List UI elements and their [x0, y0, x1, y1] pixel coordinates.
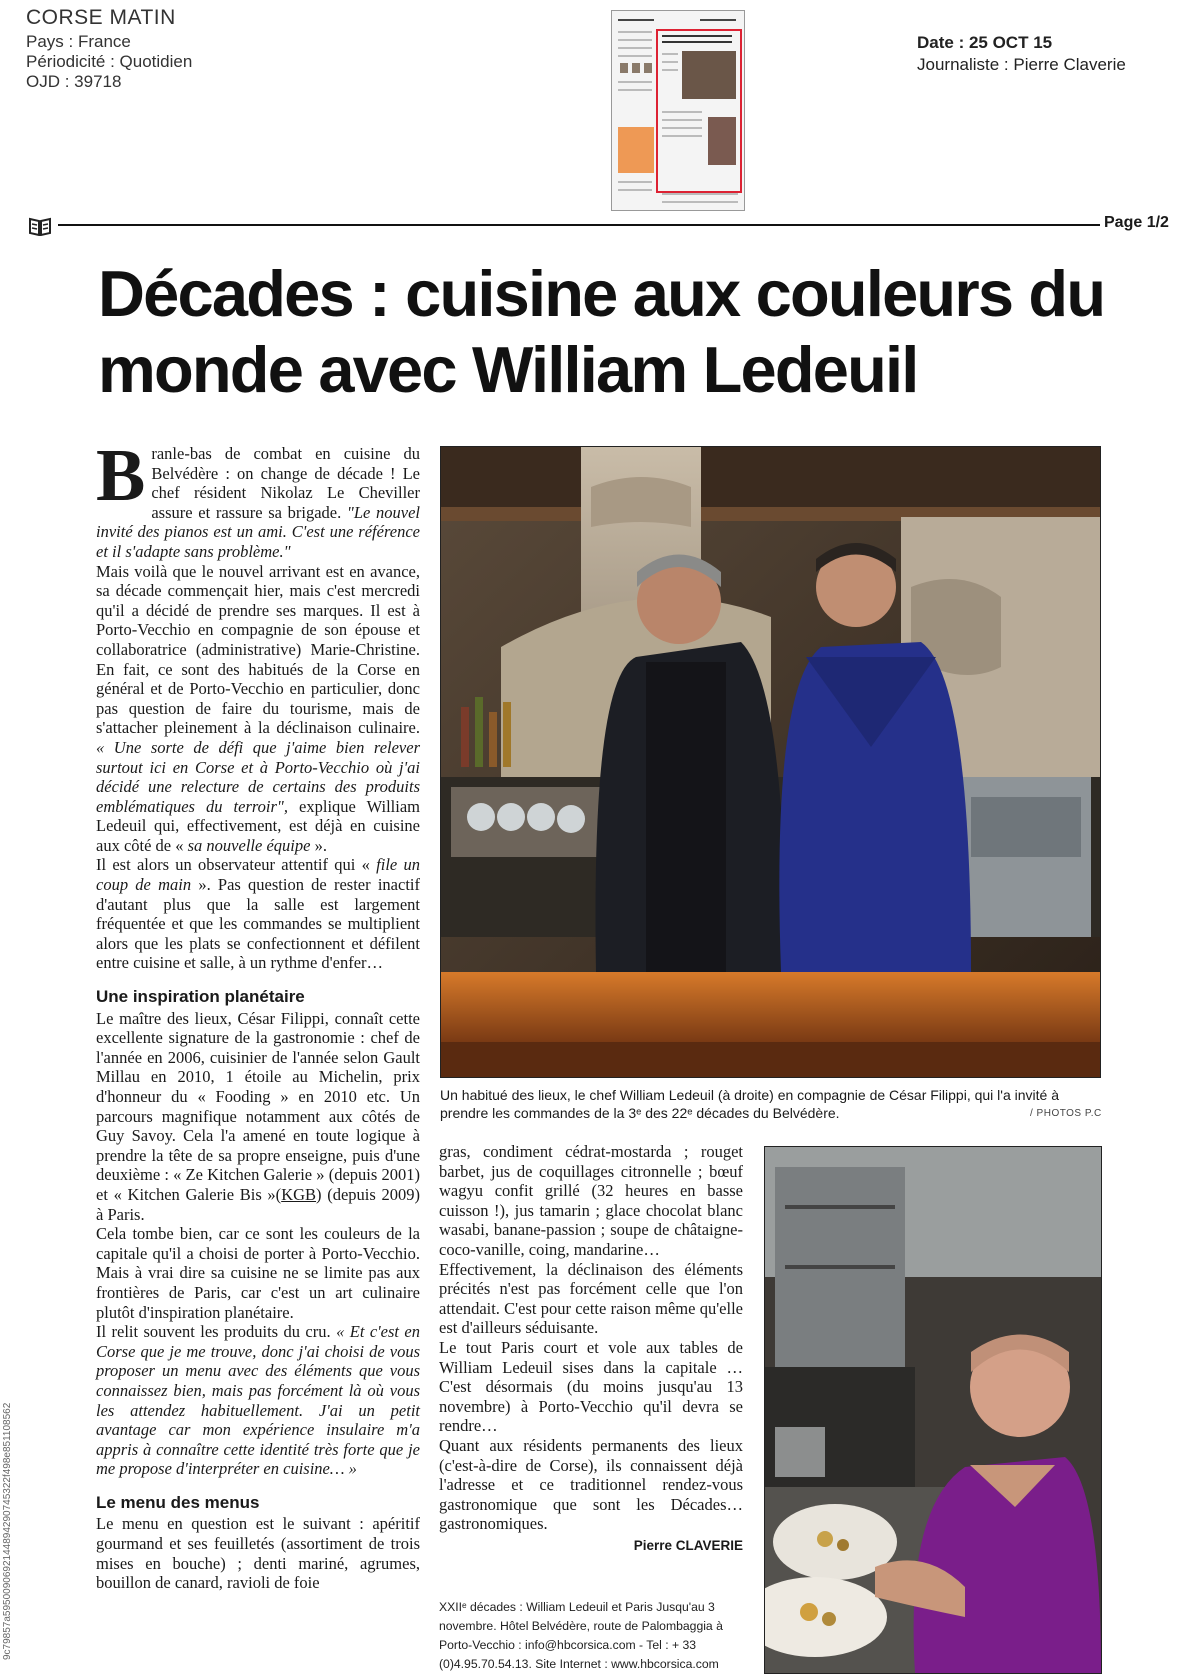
article-title: Décades : cuisine aux couleurs du monde avec William Ledeuil	[98, 257, 1105, 406]
intro-paragraph: Branle-bas de combat en cuisine du Belvédère : on change de décade ! Le chef résident Nikolaz Le Cheviller assure et rassure sa brigade. "Le nouvel invité des pianos est un ami. C'est une référence et il s'adapte sans problème."	[96, 435, 420, 561]
paragraph: Quant aux résidents permanents des lieux (c'est-à-dire de Corse), ils connaissent déjà l'adresse et ce traditionnel rendez-vous gastronomique que sont les Décades… gastronomiques.	[439, 1435, 743, 1534]
photo-credit: / PHOTOS P.C	[1030, 1108, 1102, 1119]
page-number: Page 1/2	[1104, 214, 1169, 231]
author-signature: Pierre CLAVERIE	[633, 1537, 743, 1553]
publication-date: Date : 25 OCT 15	[917, 33, 1053, 52]
header-rule	[58, 224, 1100, 226]
main-photo	[440, 446, 1101, 1078]
document-id-code: 9c79857a5950090692144894290745322f498e851108562	[2, 1402, 13, 1660]
practical-info: XXIIᵉ décades : William Ledeuil et Paris Jusqu'au 3 novembre. Hôtel Belvédère, route de Palombaggia à Porto-Vecchio : info@hbcorsica.com - Tel : + 33 (0)4.95.70.54.13. Site Internet : www.hbcorsica.com	[439, 1600, 723, 1671]
periodicity: Périodicité : Quotidien	[26, 52, 193, 71]
book-icon	[28, 216, 52, 236]
paragraph: Il relit souvent les produits du cru. « Et c'est en Corse que je me trouve, donc j'ai choisi de vous proposer un menu avec des éléments que vous connaissez bien, mais pas forcément là où vous les attendez habituellement. J'ai un petit avantage car mon expérience insulaire m'a appris à connaître cette identité très forte que je me propose d'interpréter en cuisine… »	[96, 1322, 421, 1479]
article-body-column-2	[439, 1142, 743, 1555]
photo-caption: Un habitué des lieux, le chef William Ledeuil (à droite) en compagnie de César Filippi, qui l'a invité à prendre les commandes de la 3ᵉ des 22ᵉ décades du Belvédère.	[440, 1087, 1059, 1121]
chef-photo	[764, 1146, 1102, 1674]
paragraph: Le tout Paris court et vole aux tables de William Ledeuil sises dans la capitale … C'est désormais (du moins jusqu'au 13 novembre) à Porto-Vecchio qu'il devra se rendre…	[439, 1337, 743, 1436]
kgb-link[interactable]: KGB	[281, 1184, 317, 1204]
subheading: Le menu des menus	[96, 1492, 260, 1512]
paragraph: gras, condiment cédrat-mostarda ; rouget barbet, jus de coquillages citronnelle ; bœuf wagyu confit grillé (32 heures en basse cuisson !), jus tamarin ; glace chocolat blanc wasabi, banane-passion ; soupe de châtaigne-coco-vanille, coing, mandarine…	[439, 1142, 743, 1259]
article-meta	[917, 32, 1126, 76]
paragraph: Cela tombe bien, car ce sont les couleurs de la capitale qu'il a choisi de porter à Porto-Vecchio. Mais à vrai dire sa cuisine ne se limite pas aux frontières de Paris, car c'est un art culinaire plutôt d'inspiration planétaire.	[96, 1224, 420, 1322]
drop-cap: B	[96, 435, 146, 517]
source-info	[26, 8, 192, 92]
paragraph: Il est alors un observateur attentif qui « file un coup de main ». Pas question de rester inactif d'autant plus que la salle est largement fréquentée et que les commandes se multiplient alors que les plats se confectionnent et défilent entre cuisine et salle, à un rythme d'enfer…	[96, 855, 420, 973]
country: Pays : France	[26, 32, 131, 51]
paragraph: Le menu en question est le suivant : apéritif gourmand et ses feuilletés (assortiment de trois mises en bouche) ; denti mariné, agrumes, bouillon de canard, ravioli de foie	[96, 1514, 420, 1593]
article-body-column-1	[96, 435, 421, 1593]
paragraph: Effectivement, la déclinaison des éléments précités n'est pas forcément celle que l'on attendait. C'est pour cette raison même qu'elle est d'ailleurs séduisante.	[439, 1259, 743, 1338]
publication-name: CORSE MATIN	[26, 6, 176, 29]
journalist: Journaliste : Pierre Claverie	[917, 55, 1126, 74]
paragraph: Le maître des lieux, César Filippi, connaît cette excellente signature de la gastronomie : chef de l'année en 2006, cuisinier de l'année selon Gault Millau en 2010, 1 étoile au Michelin, prix d'honneur du « Fooding » en 2010 etc. Un parcours magnifique notamment aux côtés de Guy Savoy. Cela l'a amené en toute logique à prendre la tête de sa propre enseigne, puis d'une deuxième : « Ze Kitchen Galerie » (depuis 2001) et « Kitchen Galerie Bis »(KGB) (depuis 2009) à Paris.	[96, 1008, 420, 1224]
paragraph: Mais voilà que le nouvel arrivant est en avance, sa décade commençait hier, mais c'est mercredi qu'il a décidé de prendre ses marques. Il est à Porto-Vecchio en compagnie de son épouse et collaboratrice (administrative) Marie-Christine. En fait, ce sont des habitués de la Corse en général et de Porto-Vecchio en particulier, donc pas question de faire du tourisme, mais de s'attacher pleinement à la déclinaison culinaire. « Une sorte de défi que j'aime bien relever surtout ici en Corse et à Porto-Vecchio où j'ai décidé une relecture de certains des produits emblématiques du terroir", explique William Ledeuil qui, effectivement, est déjà en cuisine aux côté de « sa nouvelle équipe ».	[96, 561, 420, 855]
page-thumbnail[interactable]	[611, 10, 745, 211]
ojd: OJD : 39718	[26, 72, 122, 91]
subheading: Une inspiration planétaire	[96, 987, 305, 1007]
